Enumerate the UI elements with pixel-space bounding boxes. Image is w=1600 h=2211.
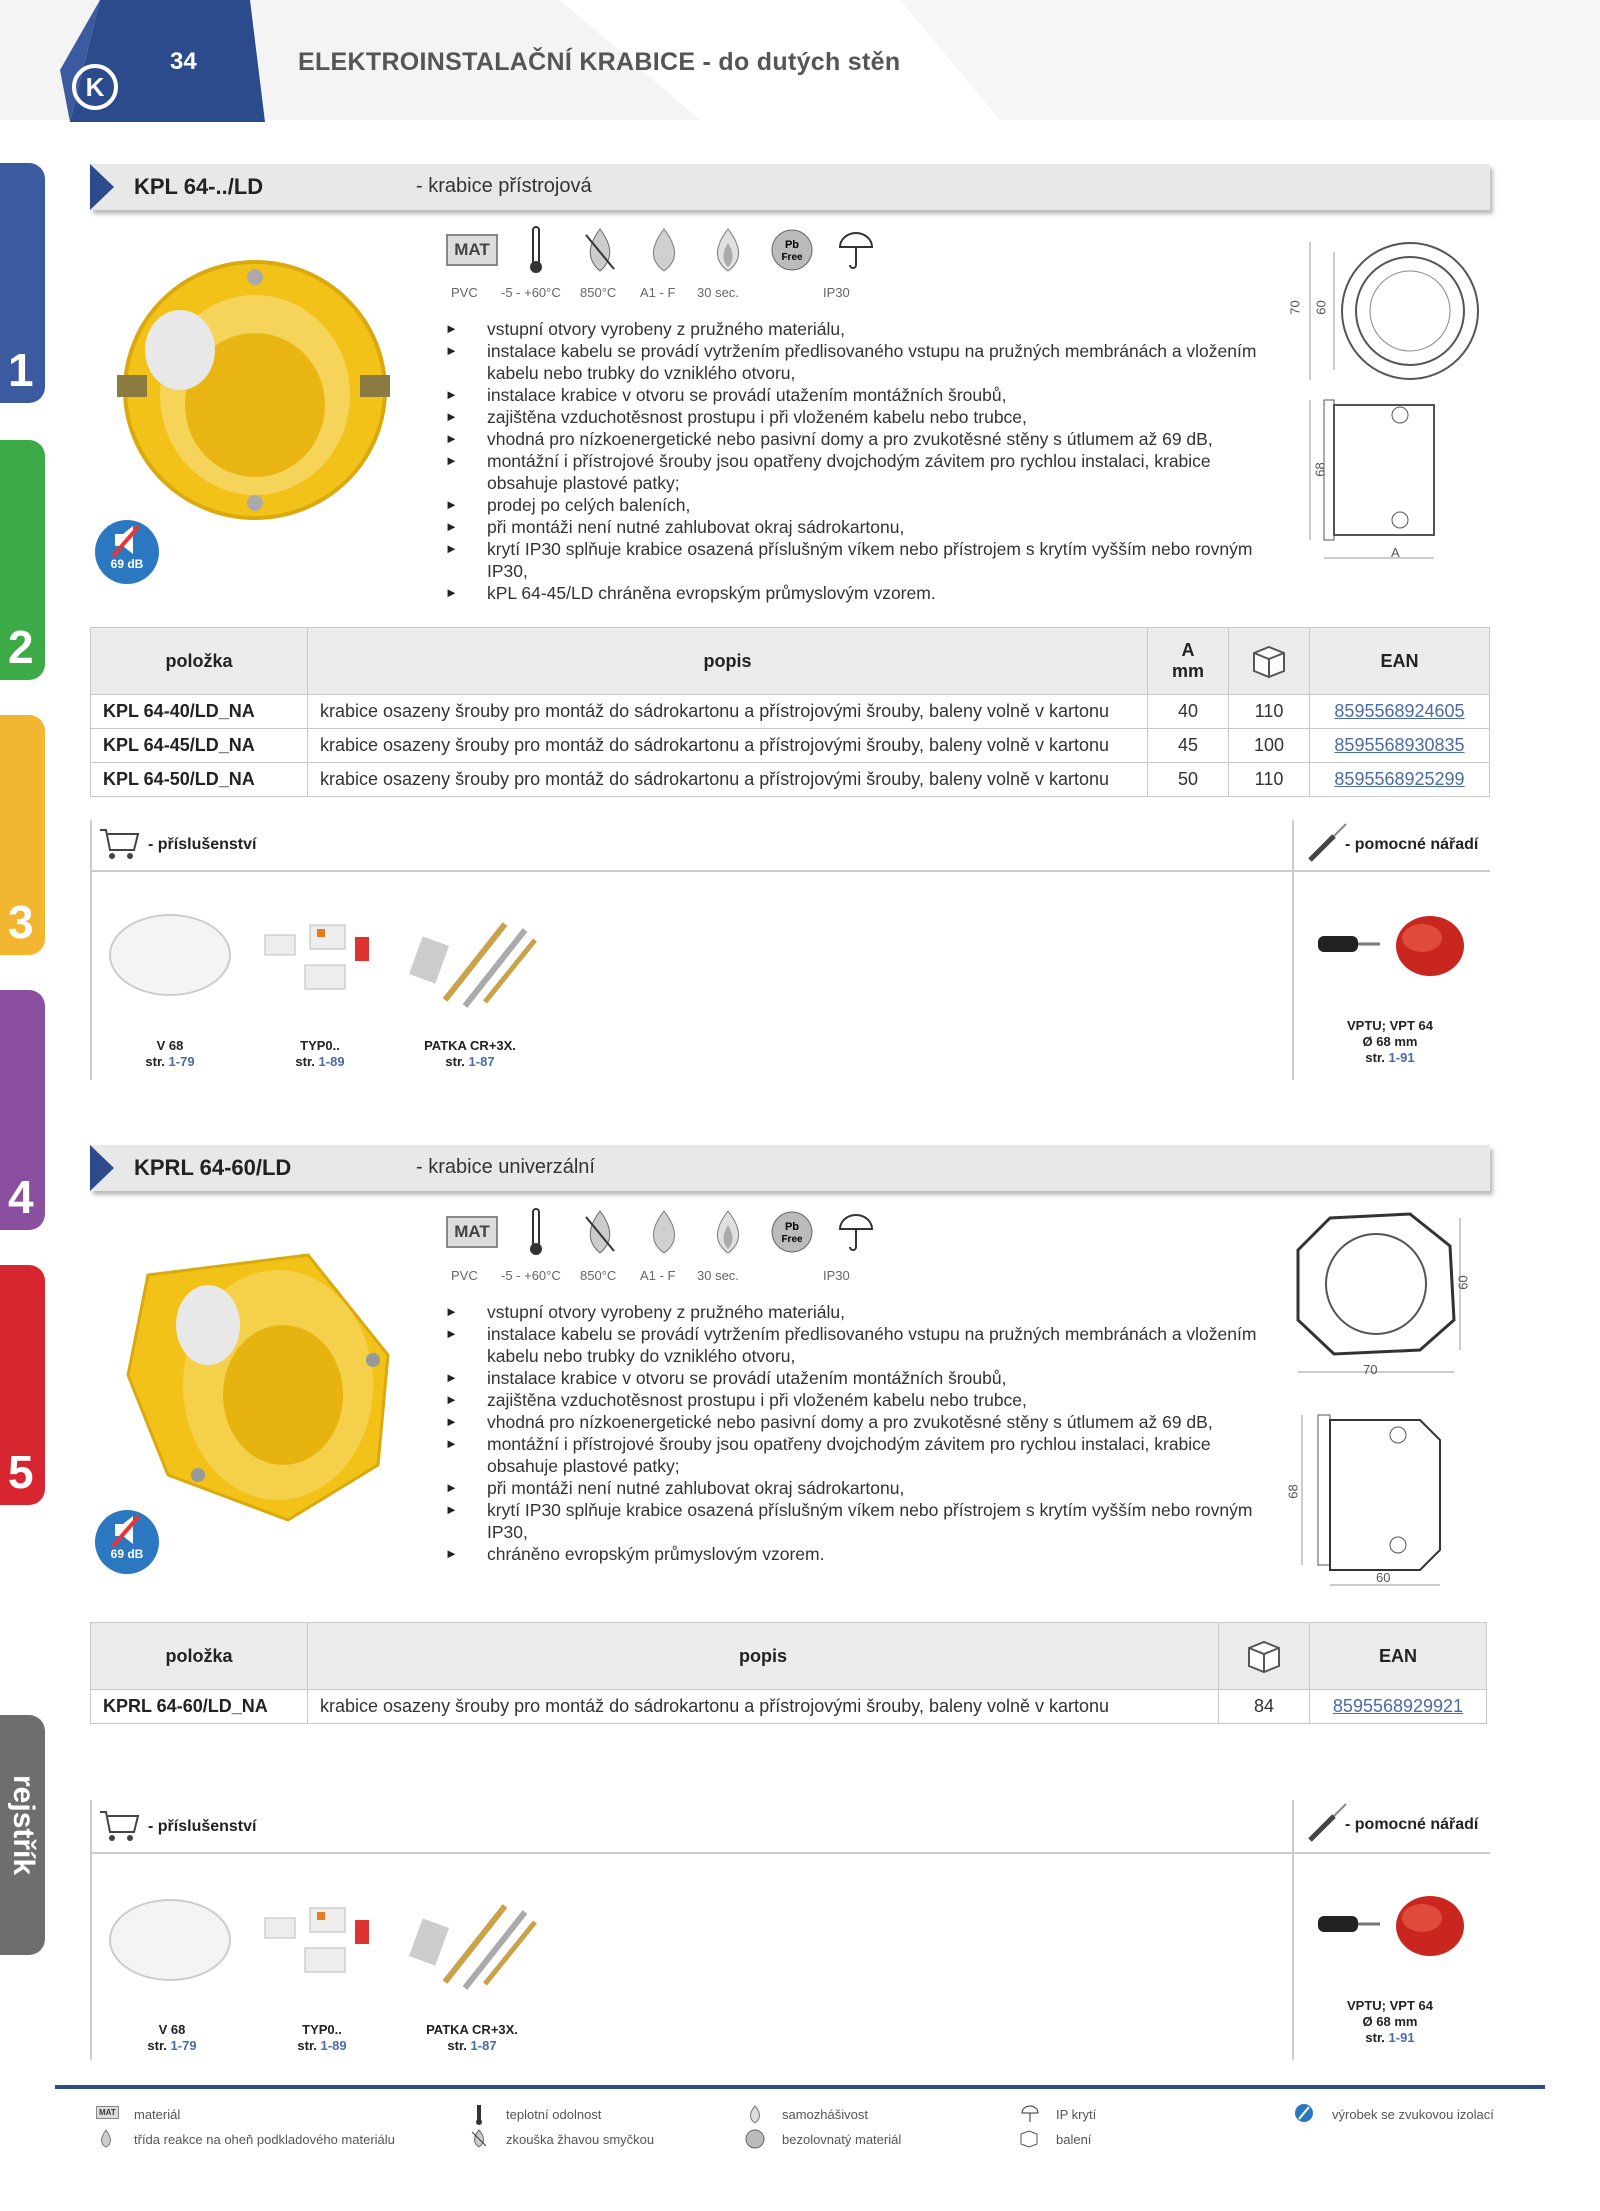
page-number: 34: [170, 48, 197, 75]
cell-item: KPL 64-45/LD_NA: [91, 729, 308, 763]
fire-class-icon: [632, 1204, 696, 1260]
glow-wire-icon: [568, 222, 632, 278]
glow-wire-icon: [568, 1204, 632, 1260]
svg-text:Free: Free: [781, 1234, 803, 1245]
feature-item: ► vstupní otvory vyrobeny z pružného materiálu,: [445, 318, 1275, 340]
product-table-kprl: [90, 1622, 1487, 1724]
cell-a: 50: [1148, 763, 1229, 797]
connector-typ0-image[interactable]: [255, 915, 385, 1005]
label-temp: -5 - +60°C: [501, 285, 561, 300]
feature-item: ► zajištěna vzduchotěsnost prostupu i při vloženém kabelu nebo trubce,: [445, 406, 1275, 428]
label-fire-class: A1 - F: [640, 285, 676, 300]
divider: [1292, 1800, 1294, 2060]
feature-item: ► zajištěna vzduchotěsnost prostupu i při vloženém kabelu nebo trubce,: [445, 1389, 1275, 1411]
box-icon: [1246, 639, 1292, 679]
tab-chapter-1[interactable]: 1: [0, 163, 45, 403]
col-header-a: A mm: [1148, 628, 1229, 695]
col-header-desc: popis: [308, 1623, 1219, 1690]
cover-v68-image[interactable]: [105, 1895, 235, 1985]
page-ref-link[interactable]: 1-91: [1388, 1050, 1415, 1065]
page-ref-link[interactable]: 1-79: [170, 2038, 197, 2053]
svg-text:Free: Free: [781, 252, 803, 263]
tab-chapter-5[interactable]: 5: [0, 1265, 45, 1505]
page-title: ELEKTROINSTALAČNÍ KRABICE - do dutých stěn: [298, 48, 901, 76]
fire-class-icon: [98, 2128, 114, 2148]
feature-item: ► montážní i přístrojové šrouby jsou opatřeny dvojchodým závitem pro rychlou instalaci, krabice obsahuje plastové patky;: [445, 1433, 1275, 1477]
svg-text:Pb: Pb: [784, 1221, 800, 1233]
lead-free-icon: [760, 1204, 824, 1260]
label-pvc: PVC: [451, 285, 478, 300]
col-header-item: položka: [91, 628, 308, 695]
divider: [90, 870, 1490, 872]
ean-link[interactable]: 8595568925299: [1334, 769, 1465, 789]
label-pvc: PVC: [451, 1268, 478, 1283]
col-header-package: [1229, 628, 1310, 695]
box-icon: [1241, 1634, 1287, 1674]
acc-item-patka: PATKA CR+3X. str. 1-87: [426, 2022, 518, 2053]
legend-glow: zkouška žhavou smyčkou: [506, 2132, 655, 2147]
legend-temp: teplotní odolnost: [506, 2107, 602, 2122]
box-icon: [1018, 2128, 1040, 2148]
feature-list: [445, 318, 1275, 604]
dim-label: 68: [1312, 462, 1328, 477]
cell-qty: 84: [1219, 1690, 1310, 1724]
ip-rating-icon: [1020, 2104, 1040, 2124]
section-header-kpl: [90, 164, 1490, 210]
page-ref-link[interactable]: 1-91: [1388, 2030, 1415, 2045]
ip-rating-icon: [824, 222, 888, 278]
col-header-ean: EAN: [1310, 1623, 1487, 1690]
feature-item: ► montážní i přístrojové šrouby jsou opatřeny dvojchodým závitem pro rychlou instalaci, krabice obsahuje plastové patky;: [445, 450, 1275, 494]
connector-typ0-image[interactable]: [255, 1898, 385, 1988]
col-header-package: [1219, 1623, 1310, 1690]
cell-a: 45: [1148, 729, 1229, 763]
accessories-title: - příslušenství: [148, 1818, 257, 1835]
thermometer-icon: [504, 222, 568, 278]
section-header-kprl: [90, 1145, 1490, 1191]
label-self-ext: 30 sec.: [697, 1268, 739, 1283]
patka-screws-image[interactable]: [405, 910, 545, 1010]
legend-sound: výrobek se zvukovou izolací: [1332, 2107, 1494, 2122]
screwdriver-icon: [1304, 820, 1350, 866]
cell-desc: krabice osazeny šrouby pro montáž do sádrokartonu a přístrojovými šrouby, baleny volně v kartonu: [308, 695, 1148, 729]
dim-label: 68: [1285, 1484, 1301, 1499]
cell-qty: 110: [1229, 695, 1310, 729]
material-icon: MAT: [440, 1204, 504, 1260]
glow-wire-icon: [470, 2128, 488, 2148]
accessories-title: - příslušenství: [148, 836, 257, 853]
cover-v68-image[interactable]: [105, 910, 235, 1000]
dim-label: A: [1391, 545, 1400, 560]
legend-fire-class: třída reakce na oheň podkladového materiálu: [134, 2132, 395, 2147]
dim-label: 70: [1363, 1362, 1378, 1377]
thermometer-icon: [504, 1204, 568, 1260]
legend-self-ext: samozhášivost: [782, 2107, 868, 2122]
section-arrow-icon: [90, 1145, 114, 1191]
feature-item: ► krytí IP30 splňuje krabice osazená příslušným víkem nebo přístrojem s krytím vyšším nebo rovným IP30,: [445, 1499, 1275, 1543]
page-ref-link[interactable]: 1-87: [470, 2038, 497, 2053]
dim-label: 60: [1376, 1570, 1391, 1585]
feature-item: ► prodej po celých baleních,: [445, 494, 1275, 516]
label-fire-class: A1 - F: [640, 1268, 676, 1283]
tool-item-vptu: VPTU; VPT 64 Ø 68 mm str. 1-91: [1347, 1998, 1433, 2045]
product-subtitle: - krabice přístrojová: [416, 175, 592, 197]
tab-chapter-3[interactable]: 3: [0, 715, 45, 955]
cell-desc: krabice osazeny šrouby pro montáž do sádrokartonu a přístrojovými šrouby, baleny volně v kartonu: [308, 1690, 1219, 1724]
ean-link[interactable]: 8595568930835: [1334, 735, 1465, 755]
self-extinguish-icon: [696, 1204, 760, 1260]
acc-item-typ0: TYP0.. str. 1-89: [295, 1038, 345, 1069]
col-header-desc: popis: [308, 628, 1148, 695]
label-temp: -5 - +60°C: [501, 1268, 561, 1283]
table-row: [91, 763, 1490, 797]
divider: [1292, 820, 1294, 1080]
product-image-kpl: [105, 255, 395, 525]
thermometer-icon: [474, 2104, 484, 2126]
tab-index[interactable]: rejstřík: [0, 1715, 45, 1955]
table-row: [91, 729, 1490, 763]
page-ref-link[interactable]: 1-87: [468, 1054, 495, 1069]
feature-item: ► instalace kabelu se provádí vytržením předlisovaného vstupu na pružných membránách a vložením kabelu nebo trubky do vzniklého otvoru,: [445, 340, 1275, 384]
cart-icon: [98, 826, 142, 862]
self-extinguish-icon: [696, 222, 760, 278]
material-icon: MAT: [96, 2106, 119, 2119]
table-row: [91, 1690, 1487, 1724]
feature-item: ► vstupní otvory vyrobeny z pružného materiálu,: [445, 1301, 1275, 1323]
product-subtitle: - krabice univerzální: [416, 1156, 595, 1178]
property-icons: [440, 222, 888, 278]
dim-label: 70: [1287, 300, 1303, 315]
acc-item-v68: V 68 str. 1-79: [147, 2022, 197, 2053]
page-ref-link[interactable]: 1-89: [318, 1054, 345, 1069]
property-icons: [440, 1204, 888, 1260]
feature-item: ► chráněno evropským průmyslovým vzorem.: [445, 1543, 1275, 1565]
product-table-kpl: [90, 627, 1490, 797]
cell-item: KPL 64-50/LD_NA: [91, 763, 308, 797]
legend-divider: [55, 2085, 1545, 2089]
feature-item: ► krytí IP30 splňuje krabice osazená příslušným víkem nebo přístrojem s krytím vyšším nebo rovným IP30,: [445, 538, 1275, 582]
divider: [90, 1852, 1490, 1854]
legend-material: materiál: [134, 2107, 181, 2122]
tools-title: - pomocné nářadí: [1345, 836, 1479, 853]
feature-item: ► vhodná pro nízkoenergetické nebo pasivní domy a pro zvukotěsné stěny s útlumem až 69 dB,: [445, 428, 1275, 450]
cart-icon: [98, 1808, 142, 1844]
dim-label: 60: [1313, 300, 1329, 315]
material-icon: MAT: [440, 222, 504, 278]
fire-class-icon: [632, 222, 696, 278]
feature-item: ► instalace krabice v otvoru se provádí utažením montážních šroubů,: [445, 1367, 1275, 1389]
self-extinguish-icon: [746, 2104, 764, 2124]
ip-rating-icon: [824, 1204, 888, 1260]
product-image-kprl: [108, 1235, 408, 1525]
hole-saw-image[interactable]: [1310, 908, 1480, 988]
divider: [90, 1800, 92, 2060]
legend-pack: balení: [1056, 2132, 1092, 2147]
ean-link[interactable]: 8595568924605: [1334, 701, 1465, 721]
label-ip: IP30: [823, 1268, 850, 1283]
cell-desc: krabice osazeny šrouby pro montáž do sádrokartonu a přístrojovými šrouby, baleny volně v kartonu: [308, 763, 1148, 797]
product-code: KPRL 64-60/LD: [134, 1155, 292, 1180]
cell-item: KPL 64-40/LD_NA: [91, 695, 308, 729]
technical-drawing-kprl: [1290, 1210, 1490, 1590]
sound-insulation-icon: [1294, 2103, 1314, 2123]
table-row: [91, 695, 1490, 729]
feature-item: ► při montáži není nutné zahlubovat okraj sádrokartonu,: [445, 1477, 1275, 1499]
page-ref-link[interactable]: 1-89: [320, 2038, 347, 2053]
tool-item-vptu: VPTU; VPT 64 Ø 68 mm str. 1-91: [1347, 1018, 1433, 1065]
feature-item: ► při montáži není nutné zahlubovat okraj sádrokartonu,: [445, 516, 1275, 538]
svg-text:Pb: Pb: [784, 239, 800, 251]
legend-lead-free: bezolovnatý materiál: [782, 2132, 902, 2147]
patka-screws-image[interactable]: [405, 1892, 545, 1992]
acc-item-v68: V 68 str. 1-79: [145, 1038, 195, 1069]
feature-item: ► kPL 64-45/LD chráněna evropským průmyslovým vzorem.: [445, 582, 1275, 604]
col-header-ean: EAN: [1310, 628, 1490, 695]
ean-link[interactable]: 8595568929921: [1332, 1696, 1464, 1716]
cell-qty: 110: [1229, 763, 1310, 797]
label-glow: 850°C: [580, 1268, 617, 1283]
cell-a: 40: [1148, 695, 1229, 729]
acc-item-typ0: TYP0.. str. 1-89: [297, 2022, 347, 2053]
col-header-item: položka: [91, 1623, 308, 1690]
label-glow: 850°C: [580, 285, 617, 300]
sound-insulation-badge: 69 dB: [95, 520, 159, 584]
feature-item: ► vhodná pro nízkoenergetické nebo pasivní domy a pro zvukotěsné stěny s útlumem až 69 dB,: [445, 1411, 1275, 1433]
cell-qty: 100: [1229, 729, 1310, 763]
tools-title: - pomocné nářadí: [1345, 1816, 1479, 1833]
feature-list: [445, 1301, 1275, 1565]
acc-item-patka: PATKA CR+3X. str. 1-87: [424, 1038, 516, 1069]
divider: [90, 820, 92, 1080]
page-ref-link[interactable]: 1-79: [168, 1054, 195, 1069]
lead-free-icon: [760, 222, 824, 278]
cell-desc: krabice osazeny šrouby pro montáž do sádrokartonu a přístrojovými šrouby, baleny volně v kartonu: [308, 729, 1148, 763]
technical-drawing-kpl: [1287, 240, 1490, 570]
cell-item: KPRL 64-60/LD_NA: [91, 1690, 308, 1724]
hole-saw-image[interactable]: [1310, 1888, 1480, 1968]
label-ip: IP30: [823, 285, 850, 300]
feature-item: ► instalace kabelu se provádí vytržením předlisovaného vstupu na pružných membránách a vložením kabelu nebo trubky do vzniklého otvoru,: [445, 1323, 1275, 1367]
screwdriver-icon: [1304, 1800, 1350, 1846]
legend-ip: IP krytí: [1056, 2107, 1097, 2122]
label-self-ext: 30 sec.: [697, 285, 739, 300]
tab-chapter-2[interactable]: 2: [0, 440, 45, 680]
section-arrow-icon: [90, 164, 114, 210]
company-logo: K: [72, 64, 118, 110]
feature-item: ► instalace krabice v otvoru se provádí utažením montážních šroubů,: [445, 384, 1275, 406]
product-code: KPL 64-../LD: [134, 174, 264, 199]
dim-label: 60: [1455, 1275, 1471, 1290]
sound-insulation-badge: 69 dB: [95, 1510, 159, 1574]
tab-chapter-4[interactable]: 4: [0, 990, 45, 1230]
lead-free-icon: [744, 2128, 766, 2150]
